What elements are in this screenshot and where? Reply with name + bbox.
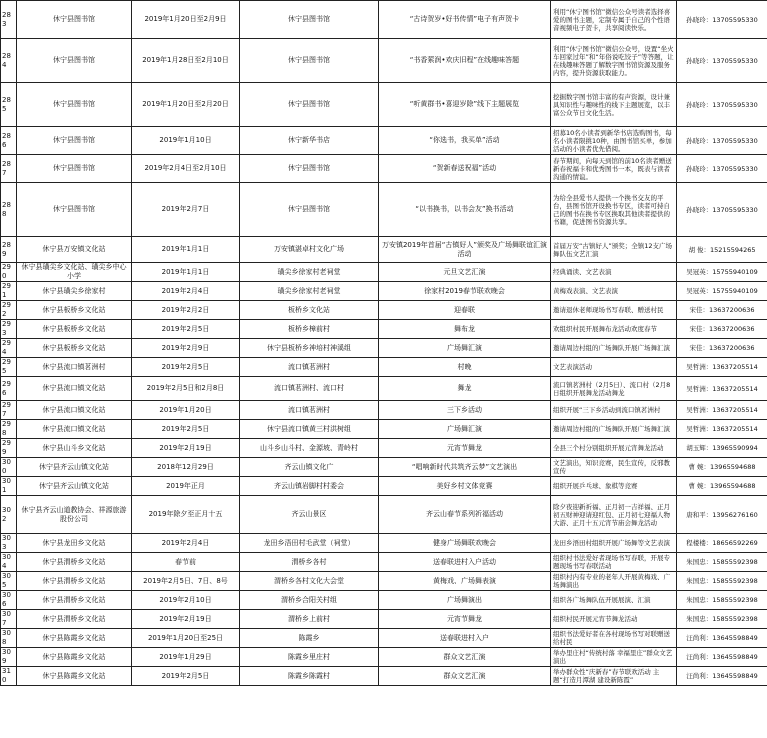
- row-number: 294: [1, 339, 17, 358]
- venue-cell: 陈霞乡: [240, 629, 379, 648]
- description-cell: 欢组织村民开展舞布龙活动欢度春节: [551, 320, 677, 339]
- venue-cell: 休宁县图书馆: [240, 155, 379, 183]
- activity-name-cell: “唱响新时代共筑齐云梦”文艺演出: [379, 458, 551, 477]
- table-row: [1, 377, 767, 401]
- activity-name-cell: “你选书，我买单”活动: [379, 127, 551, 155]
- date-cell: 2019年2月4日: [132, 534, 240, 553]
- activity-name-cell: “以书换书，以书会友”换书活动: [379, 183, 551, 237]
- date-cell: 2019年2月5日: [132, 420, 240, 439]
- description-cell: 组织开展乒乓球、象棋等竞赛: [551, 477, 677, 496]
- activity-name-cell: 群众文艺汇演: [379, 667, 551, 686]
- venue-cell: 渭桥乡上前村: [240, 610, 379, 629]
- organizer-cell: 休宁县山斗乡文化站: [17, 439, 132, 458]
- organizer-cell: 休宁县万安镇文化站: [17, 237, 132, 263]
- description-cell: 邀请退休老师现场书写春联、赠送村民: [551, 301, 677, 320]
- organizer-cell: 休宁县渭桥乡文化站: [17, 591, 132, 610]
- date-cell: 2019年1月20日至2月20日: [132, 83, 240, 127]
- contact-cell: 曹 婉：13965594688: [677, 458, 767, 477]
- venue-cell: 休宁县图书馆: [240, 83, 379, 127]
- venue-cell: 流口镇茗洲村、流口村: [240, 377, 379, 401]
- organizer-cell: 休宁县流口镇文化站: [17, 420, 132, 439]
- venue-cell: 璜尖乡徐家村老祠堂: [240, 263, 379, 282]
- contact-cell: 吴哲洲：13637205514: [677, 401, 767, 420]
- date-cell: 2019年2月5日和2月8日: [132, 377, 240, 401]
- row-number: 287: [1, 155, 17, 183]
- description-cell: 为给全县爱书人提供一个换书交友的平台，县图书馆开设换书专区，读者可持自己的图书在换书专区换取其他读者提供的书籍，促进图书资源共享。: [551, 183, 677, 237]
- activity-name-cell: 美好乡村文体竞赛: [379, 477, 551, 496]
- organizer-cell: 休宁县图书馆: [17, 1, 132, 39]
- date-cell: 2019年2月4日至2月10日: [132, 155, 240, 183]
- date-cell: 春节前: [132, 553, 240, 572]
- contact-cell: 宋佳：13637200636: [677, 320, 767, 339]
- venue-cell: 山斗乡山斗村、金源坡、青岭村: [240, 439, 379, 458]
- organizer-cell: 休宁县图书馆: [17, 183, 132, 237]
- contact-cell: 宋佳：13637200636: [677, 339, 767, 358]
- activity-name-cell: “听黄群书•喜迎岁除”线下主题展览: [379, 83, 551, 127]
- contact-cell: 孙晓玲：13705595330: [677, 39, 767, 83]
- organizer-cell: 休宁县陈霞乡文化站: [17, 648, 132, 667]
- description-cell: 流口镇茗洲村（2月5日）、流口村（2月8日组织开展舞龙活动舞龙: [551, 377, 677, 401]
- activity-name-cell: 元宵节舞龙: [379, 439, 551, 458]
- description-cell: 经典诵读、文艺表演: [551, 263, 677, 282]
- activity-name-cell: “书香萦润•欢庆旧程”在线趣味答题: [379, 39, 551, 83]
- activity-name-cell: 迎春联: [379, 301, 551, 320]
- description-cell: 利用“休宁图书馆”微信公众号，设置“坐火车回家过年”和“年俗说吃饺子”等答题，让在线趣味答题了解数字图书馆资源及服务内容，提升资源获取能力。: [551, 39, 677, 83]
- organizer-cell: 休宁县齐云山道教协会、祥源旅游股份公司: [17, 496, 132, 534]
- activity-name-cell: 健身广场舞联欢晚会: [379, 534, 551, 553]
- venue-cell: 齐云山景区: [240, 496, 379, 534]
- organizer-cell: 休宁县板桥乡文化站: [17, 301, 132, 320]
- date-cell: 2019年2月19日: [132, 610, 240, 629]
- row-number: 296: [1, 377, 17, 401]
- date-cell: 2019年2月4日: [132, 282, 240, 301]
- venue-cell: 陈霞乡陈霞村: [240, 667, 379, 686]
- activity-name-cell: 广场舞汇演: [379, 339, 551, 358]
- table-row: [1, 1, 767, 39]
- row-number: 300: [1, 458, 17, 477]
- description-cell: 挖掘数字图书馆丰富的有声资源，设计兼具知识性与趣味性的线下主题展览，以丰富公众节日文化生活。: [551, 83, 677, 127]
- table-row: [1, 183, 767, 237]
- organizer-cell: 休宁县渭桥乡文化站: [17, 572, 132, 591]
- table-row: [1, 439, 767, 458]
- venue-cell: 龙田乡浯田村毛武堂（祠堂）: [240, 534, 379, 553]
- row-number: 290: [1, 263, 17, 282]
- contact-cell: 朱国忠：15855592398: [677, 553, 767, 572]
- table-row: [1, 572, 767, 591]
- contact-cell: 吴哲洲：13637205514: [677, 420, 767, 439]
- contact-cell: 胡玉辉：13965590994: [677, 439, 767, 458]
- contact-cell: 孙晓玲：13705595330: [677, 83, 767, 127]
- activity-name-cell: 万安镇2019年首届“古镇好人”颁奖及广场舞联谊汇演活动: [379, 237, 551, 263]
- row-number: 310: [1, 667, 17, 686]
- organizer-cell: 休宁县齐云山镇文化站: [17, 458, 132, 477]
- activity-name-cell: 三下乡活动: [379, 401, 551, 420]
- row-number: 285: [1, 83, 17, 127]
- contact-cell: 孙晓玲：13705595330: [677, 155, 767, 183]
- description-cell: 组织开展“三下乡活动到流口镇茗洲村: [551, 401, 677, 420]
- organizer-cell: 休宁县齐云山镇文化站: [17, 477, 132, 496]
- table-row: [1, 301, 767, 320]
- venue-cell: 渭桥乡各村文化大会堂: [240, 572, 379, 591]
- organizer-cell: 休宁县璜尖乡徐家村: [17, 282, 132, 301]
- organizer-cell: 休宁县渭桥乡文化站: [17, 610, 132, 629]
- row-number: 306: [1, 591, 17, 610]
- description-cell: 组织村书法爱好者现场书写春联，开展专题现场书写春联活动: [551, 553, 677, 572]
- activity-name-cell: 广场舞演出: [379, 591, 551, 610]
- row-number: 303: [1, 534, 17, 553]
- table-row: [1, 127, 767, 155]
- venue-cell: 休宁新华书店: [240, 127, 379, 155]
- activity-name-cell: “贺新春送祝福”活动: [379, 155, 551, 183]
- table-row: [1, 629, 767, 648]
- venue-cell: 板桥乡文化站: [240, 301, 379, 320]
- description-cell: 招募10名小读者到新华书店选购图书，每名小读者限挑10种，由图书馆买单，参加活动的小读者优先借阅。: [551, 127, 677, 155]
- description-cell: 组织各广场舞队伍开展展演、汇演: [551, 591, 677, 610]
- contact-cell: 吴冠英：15755940109: [677, 282, 767, 301]
- table-row: [1, 237, 767, 263]
- table-row: [1, 553, 767, 572]
- date-cell: 2019年1月29日: [132, 648, 240, 667]
- contact-cell: 朱国忠：15855592398: [677, 610, 767, 629]
- activity-name-cell: 广场舞汇演: [379, 420, 551, 439]
- venue-cell: 渭桥乡各村: [240, 553, 379, 572]
- contact-cell: 吴哲洲：13637205514: [677, 358, 767, 377]
- activity-name-cell: 送春联进村入户活动: [379, 553, 551, 572]
- venue-cell: 休宁县图书馆: [240, 39, 379, 83]
- organizer-cell: 休宁县图书馆: [17, 127, 132, 155]
- date-cell: 2019年1月1日: [132, 263, 240, 282]
- table-row: [1, 610, 767, 629]
- date-cell: 2019年2月5日、7日、8号: [132, 572, 240, 591]
- activity-name-cell: 元宵节舞龙: [379, 610, 551, 629]
- date-cell: 2019年2月2日: [132, 301, 240, 320]
- description-cell: 举办群众性“庆新春”春节联欢活动 主题“打造月潭湖 建设新陈霞”: [551, 667, 677, 686]
- row-number: 291: [1, 282, 17, 301]
- activity-name-cell: 群众文艺汇演: [379, 648, 551, 667]
- row-number: 292: [1, 301, 17, 320]
- row-number: 288: [1, 183, 17, 237]
- venue-cell: 板桥乡樟前村: [240, 320, 379, 339]
- table-row: [1, 83, 767, 127]
- description-cell: 春节期间，向每天到馆的前10名读者赠送新春祝福卡和优秀图书一本，既表与读者沟通的情谊。: [551, 155, 677, 183]
- date-cell: 2019年2月5日: [132, 358, 240, 377]
- description-cell: 邀请周边村组的广场舞队开展广场舞汇演: [551, 420, 677, 439]
- activity-name-cell: 元旦文艺汇演: [379, 263, 551, 282]
- organizer-cell: 休宁县板桥乡文化站: [17, 320, 132, 339]
- row-number: 304: [1, 553, 17, 572]
- contact-cell: 孙晓玲：13705595330: [677, 1, 767, 39]
- row-number: 308: [1, 629, 17, 648]
- date-cell: 2019年1月20日至25日: [132, 629, 240, 648]
- organizer-cell: 休宁县流口镇文化站: [17, 377, 132, 401]
- contact-cell: 宋佳：13637200636: [677, 301, 767, 320]
- description-cell: 除夕夜迎新祈福、正月初一吉祥福、正月初五财神迎请迎红包、正月初七迎福人物大游、正月十五元宵节庙会舞龙活动: [551, 496, 677, 534]
- table-row: [1, 667, 767, 686]
- venue-cell: 休宁县图书馆: [240, 1, 379, 39]
- table-row: [1, 496, 767, 534]
- row-number: 284: [1, 39, 17, 83]
- date-cell: 2018年12月29日: [132, 458, 240, 477]
- venue-cell: 陈霞乡里庄村: [240, 648, 379, 667]
- organizer-cell: 休宁县流口镇文化站: [17, 401, 132, 420]
- contact-cell: 孙晓玲：13705595330: [677, 183, 767, 237]
- table-row: [1, 155, 767, 183]
- row-number: 298: [1, 420, 17, 439]
- table-row: [1, 420, 767, 439]
- date-cell: 2019年1月20日: [132, 401, 240, 420]
- row-number: 297: [1, 401, 17, 420]
- activity-name-cell: 舞布龙: [379, 320, 551, 339]
- date-cell: 2019年2月19日: [132, 439, 240, 458]
- organizer-cell: 休宁县图书馆: [17, 155, 132, 183]
- description-cell: 利用“休宁图书馆”微信公众号读者选择喜爱的图书主题，定制专属于自己的个性语音视频电子贺卡，共享阅读快乐。: [551, 1, 677, 39]
- description-cell: 组织村内有专业的老年人开展黄梅戏、广场舞演出: [551, 572, 677, 591]
- row-number: 283: [1, 1, 17, 39]
- contact-cell: 汪尚利：13645598849: [677, 629, 767, 648]
- activity-name-cell: 舞龙: [379, 377, 551, 401]
- description-cell: 全县三个村分别组织开展元宵舞龙活动: [551, 439, 677, 458]
- date-cell: 2019年1月10日: [132, 127, 240, 155]
- organizer-cell: 休宁县图书馆: [17, 39, 132, 83]
- description-cell: 文艺表演活动: [551, 358, 677, 377]
- contact-cell: 孙晓玲：13705595330: [677, 127, 767, 155]
- row-number: 307: [1, 610, 17, 629]
- contact-cell: 朱国忠：15855592398: [677, 572, 767, 591]
- table-row: [1, 477, 767, 496]
- description-cell: 文艺演出，知识竞赛，民生宣传，反邪教宣传: [551, 458, 677, 477]
- venue-cell: 流口镇茗洲村: [240, 358, 379, 377]
- table-row: [1, 39, 767, 83]
- contact-cell: 曹 婉：13965594688: [677, 477, 767, 496]
- date-cell: 2019年2月10日: [132, 591, 240, 610]
- row-number: 299: [1, 439, 17, 458]
- description-cell: 组织村民开展元宵节舞龙活动: [551, 610, 677, 629]
- table-row: [1, 591, 767, 610]
- table-row: [1, 320, 767, 339]
- table-row: [1, 263, 767, 282]
- date-cell: 2019年1月20日至2月9日: [132, 1, 240, 39]
- row-number: 301: [1, 477, 17, 496]
- row-number: 286: [1, 127, 17, 155]
- contact-cell: 汪尚利：13645598849: [677, 648, 767, 667]
- description-cell: 举办里庄村“传统村落 幸福里庄”群众文艺演出: [551, 648, 677, 667]
- date-cell: 2019年2月9日: [132, 339, 240, 358]
- description-cell: 邀请周边村组的广场舞队开展广场舞汇演: [551, 339, 677, 358]
- organizer-cell: 休宁县陈霞乡文化站: [17, 629, 132, 648]
- table-row: [1, 339, 767, 358]
- organizer-cell: 休宁县渭桥乡文化站: [17, 553, 132, 572]
- date-cell: 2019年2月7日: [132, 183, 240, 237]
- table-row: [1, 458, 767, 477]
- row-number: 289: [1, 237, 17, 263]
- activity-name-cell: 送春联进村入户: [379, 629, 551, 648]
- table-row: [1, 648, 767, 667]
- activity-name-cell: 徐家村2019春节联欢晚会: [379, 282, 551, 301]
- table-row: [1, 358, 767, 377]
- contact-cell: 唐和平：13956276160: [677, 496, 767, 534]
- activity-name-cell: 齐云山春节系列祈福活动: [379, 496, 551, 534]
- row-number: 302: [1, 496, 17, 534]
- row-number: 305: [1, 572, 17, 591]
- contact-cell: 汪尚利：13645598849: [677, 667, 767, 686]
- date-cell: 2019年除夕至正月十五: [132, 496, 240, 534]
- description-cell: 黄梅戏表演、文艺表演: [551, 282, 677, 301]
- row-number: 295: [1, 358, 17, 377]
- organizer-cell: 休宁县陈霞乡文化站: [17, 667, 132, 686]
- contact-cell: 朱国忠：15855592398: [677, 591, 767, 610]
- activity-name-cell: 村晚: [379, 358, 551, 377]
- contact-cell: 吴冠英：15755940109: [677, 263, 767, 282]
- description-cell: 组织书法爱好者在各村现场书写对联赠送给村民: [551, 629, 677, 648]
- contact-cell: 程楼楼：18656592269: [677, 534, 767, 553]
- venue-cell: 万安镇湛卓村文化广场: [240, 237, 379, 263]
- table-row: [1, 282, 767, 301]
- organizer-cell: 休宁县板桥乡文化站: [17, 339, 132, 358]
- activity-name-cell: “古诗贺岁•好书传情”电子有声贺卡: [379, 1, 551, 39]
- contact-cell: 胡 俊：15215594265: [677, 237, 767, 263]
- date-cell: 2019年1月1日: [132, 237, 240, 263]
- row-number: 293: [1, 320, 17, 339]
- organizer-cell: 休宁县流口镇茗洲村: [17, 358, 132, 377]
- venue-cell: 休宁县图书馆: [240, 183, 379, 237]
- activity-name-cell: 黄梅戏、广场舞表演: [379, 572, 551, 591]
- venue-cell: 渭桥乡合阳关村组: [240, 591, 379, 610]
- venue-cell: 齐云山镇文化广: [240, 458, 379, 477]
- venue-cell: 齐云山镇岩脚村村委会: [240, 477, 379, 496]
- date-cell: 2019年2月5日: [132, 320, 240, 339]
- venue-cell: 流口镇茗洲村: [240, 401, 379, 420]
- venue-cell: 璜尖乡徐家村老祠堂: [240, 282, 379, 301]
- date-cell: 2019年1月28日至2月10日: [132, 39, 240, 83]
- organizer-cell: 休宁县璜尖乡文化站、璜尖乡中心小学: [17, 263, 132, 282]
- table-row: [1, 401, 767, 420]
- venue-cell: 休宁县板桥乡神培村神溪组: [240, 339, 379, 358]
- description-cell: 龙田乡浯田村组织开展广场舞等文艺表演: [551, 534, 677, 553]
- description-cell: 首届万安“古镇好人”颁奖；全镇12支广场舞队伍文艺汇演: [551, 237, 677, 263]
- row-number: 309: [1, 648, 17, 667]
- date-cell: 2019年2月5日: [132, 667, 240, 686]
- contact-cell: 吴哲洲：13637205514: [677, 377, 767, 401]
- organizer-cell: 休宁县图书馆: [17, 83, 132, 127]
- date-cell: 2019年正月: [132, 477, 240, 496]
- organizer-cell: 休宁县龙田乡文化站: [17, 534, 132, 553]
- venue-cell: 休宁县流口镇黄三村洪树组: [240, 420, 379, 439]
- table-row: [1, 534, 767, 553]
